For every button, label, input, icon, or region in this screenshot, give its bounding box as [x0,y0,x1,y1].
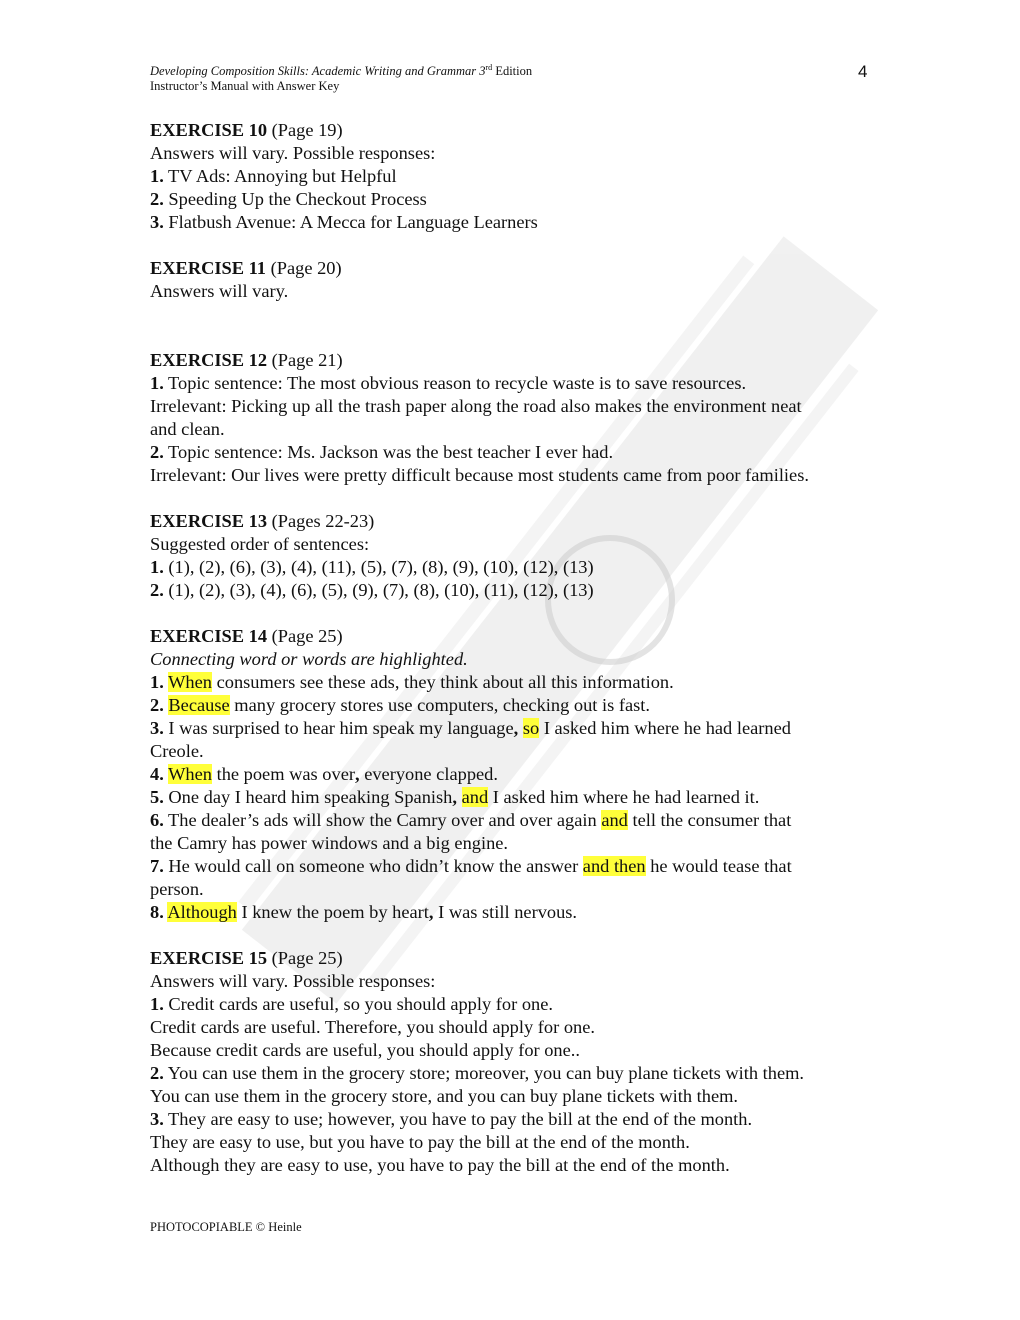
list-item: 2. Speeding Up the Checkout Process [150,189,427,209]
highlight: so [522,718,540,738]
list-item: 2. (1), (2), (3), (4), (6), (5), (9), (7), (8), (10), (11), (12), (13) [150,580,594,600]
exercise-13 [150,510,880,602]
exercise-heading: EXERCISE 15 (Page 25) [150,948,343,968]
header-subtitle: Instructor’s Manual with Answer Key [150,79,340,94]
exercise-intro: Connecting word or words are highlighted. [150,649,468,669]
list-item-continued: the Camry has power windows and a big engine. [150,833,509,853]
page-content [150,119,880,1200]
list-item: 4. When the poem was over, everyone clapped. [150,764,498,784]
list-item: 5. One day I heard him speaking Spanish, and I asked him where he had learned it. [150,787,760,807]
list-item: 1. (1), (2), (6), (3), (4), (11), (5), (7), (8), (9), (10), (12), (13) [150,557,594,577]
answer-line: 1. Topic sentence: The most obvious reason to recycle waste is to save resources. [150,373,747,393]
list-item: 6. The dealer’s ads will show the Camry over and over again and tell the consumer that [150,810,792,830]
answer-line: You can use them in the grocery store, and you can buy plane tickets with them. [150,1086,739,1106]
answer-line: 1. Credit cards are useful, so you should apply for one. [150,994,553,1014]
answer-line: Because credit cards are useful, you should apply for one.. [150,1040,580,1060]
exercise-intro: Answers will vary. Possible responses: [150,971,436,991]
list-item: 2. Because many grocery stores use computers, checking out is fast. [150,695,651,715]
exercise-heading: EXERCISE 10 (Page 19) [150,120,343,140]
exercise-heading: EXERCISE 12 (Page 21) [150,350,343,370]
answer-line: and clean. [150,419,225,439]
document-header [150,60,532,94]
answer-line: Irrelevant: Our lives were pretty difficult because most students came from poor families. [150,465,809,485]
list-item-continued: person. [150,879,204,899]
exercise-intro: Suggested order of sentences: [150,534,370,554]
list-item: 3. Flatbush Avenue: A Mecca for Language Learners [150,212,538,232]
list-item-continued: Creole. [150,741,204,761]
exercise-10 [150,119,880,234]
document-footer: PHOTOCOPIABLE © Heinle [150,1220,302,1234]
header-title: Developing Composition Skills: Academic Writing and Grammar 3rd Edition [150,63,533,79]
list-item: 7. He would call on someone who didn’t know the answer and then he would tease that [150,856,792,876]
answer-line: 3. They are easy to use; however, you have to pay the bill at the end of the month. [150,1109,753,1129]
exercise-14 [150,625,880,924]
exercise-heading: EXERCISE 14 (Page 25) [150,626,343,646]
exercise-heading: EXERCISE 13 (Pages 22-23) [150,511,375,531]
page-number: 4 [858,62,868,81]
answer-line: Irrelevant: Picking up all the trash paper along the road also makes the environment neat [150,396,802,416]
answer-line: Credit cards are useful. Therefore, you should apply for one. [150,1017,595,1037]
highlight: When [168,764,212,784]
list-item: 1. When consumers see these ads, they think about all this information. [150,672,674,692]
list-item: 8. Although I knew the poem by heart, I was still nervous. [150,902,578,922]
list-item: 3. I was surprised to hear him speak my language, so I asked him where he had learned [150,718,791,738]
answer-line: 2. Topic sentence: Ms. Jackson was the best teacher I ever had. [150,442,614,462]
highlight: Although [167,902,237,922]
exercise-11 [150,257,880,303]
exercise-12 [150,349,880,487]
answer-line: They are easy to use, but you have to pay the bill at the end of the month. [150,1132,690,1152]
answer-line: Although they are easy to use, you have to pay the bill at the end of the month. [150,1155,730,1175]
answer-line: 2. You can use them in the grocery store; moreover, you can buy plane tickets with them. [150,1063,805,1083]
exercise-heading: EXERCISE 11 (Page 20) [150,258,342,278]
exercise-intro: Answers will vary. [150,281,289,301]
highlight: When [168,672,212,692]
highlight: and then [582,856,646,876]
highlight: Because [168,695,230,715]
exercise-intro: Answers will vary. Possible responses: [150,143,436,163]
exercise-15 [150,947,880,1177]
list-item: 1. TV Ads: Annoying but Helpful [150,166,397,186]
highlight: and [601,810,628,830]
highlight: and [461,787,489,807]
